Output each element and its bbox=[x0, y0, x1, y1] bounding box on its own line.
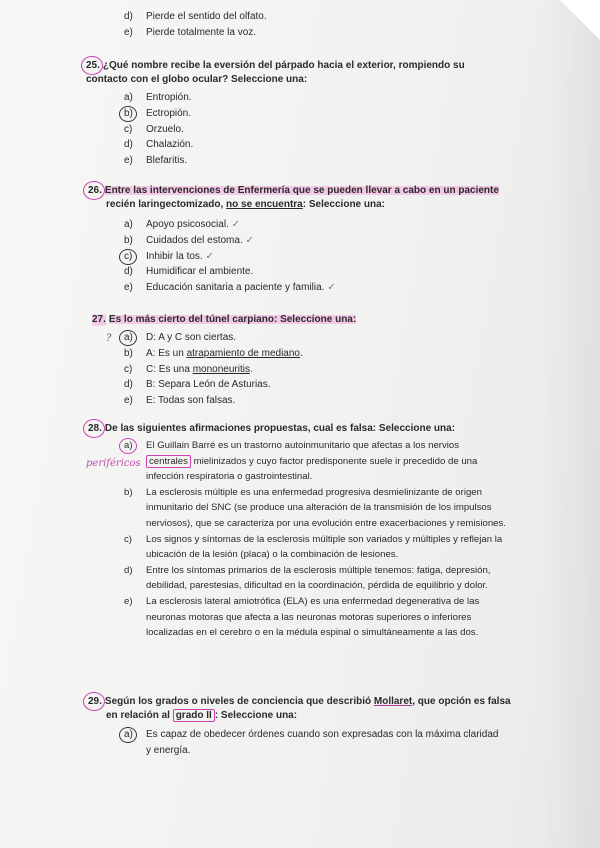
underlined-phrase: no se encuentra bbox=[226, 199, 303, 210]
question-29-options bbox=[124, 727, 506, 759]
option-a: a) Apoyo psicosocial. ✓ bbox=[124, 219, 240, 230]
folded-corner bbox=[560, 0, 600, 40]
question-28: 28. De las siguientes afirmaciones propuestas, cual es falsa: Seleccione una: bbox=[88, 422, 528, 436]
question-26: 26. Entre las intervenciones de Enfermería que se pueden llevar a cabo en un paciente recién laringectomizado, no se encuentra: Seleccione una: bbox=[88, 184, 528, 212]
check-mark: ✓ bbox=[245, 234, 254, 246]
option-e: e) Pierde totalmente la voz. bbox=[124, 26, 257, 38]
option-b: b) La esclerosis múltiple es una enfermedad progresiva desmielinizante de origen inmunitario del SNC (se produce una alteración de la transmisión de los impulsos nerviosos), que se caracteriza por una evolución entre exacerbaciones y remisiones. bbox=[124, 486, 506, 529]
previous-question-options bbox=[124, 9, 267, 41]
option-b: b) Ectropión. bbox=[124, 106, 193, 122]
answer-circle bbox=[119, 249, 137, 265]
pen-circle bbox=[83, 181, 105, 200]
boxed-word: centrales bbox=[146, 455, 191, 468]
option-a: a) D: A y C son ciertas. bbox=[124, 330, 303, 346]
option-a: a) El Guillain Barré es un trastorno autoinmunitario que afectas a los nervios centrales mielinizados y cuyo factor predisponente suele ir precedido de una infección respiratoria o gastrointestinal. bbox=[124, 438, 506, 485]
question-25: 25. ¿Qué nombre recibe la eversión del párpado hacia el exterior, rompiendo su contacto con el globo ocular? Seleccione una: bbox=[86, 59, 526, 87]
option-e: e) Educación sanitaria a paciente y familia. ✓ bbox=[124, 282, 336, 294]
option-a: a) Entropión. bbox=[124, 92, 192, 103]
question-27: 27. Es lo más cierto del túnel carpiano: Seleccione una: bbox=[92, 314, 357, 325]
option-c: c) Orzuelo. bbox=[124, 123, 184, 135]
pen-circle bbox=[83, 419, 105, 438]
option-d: d) Humidificar el ambiente. bbox=[124, 266, 254, 278]
option-a: a) Es capaz de obedecer órdenes cuando son expresadas con la máxima claridad y energía. bbox=[124, 727, 506, 759]
pen-circle bbox=[81, 56, 103, 75]
option-c: c) C: Es una mononeuritis. bbox=[124, 363, 253, 375]
option-e: e) La esclerosis lateral amiotrófica (ELA) es una enfermedad degenerativa de las neuronas motoras que afecta a las neuronas motoras superiores o inferiores localizadas en el cerebro o en la médula espinal o simultáneamente a las dos. bbox=[124, 595, 480, 639]
pen-circle bbox=[83, 692, 105, 711]
answer-circle bbox=[119, 438, 137, 454]
answer-circle bbox=[119, 330, 137, 346]
option-e: e) E: Todas son falsas. bbox=[124, 395, 236, 407]
boxed-grade: grado II bbox=[173, 709, 215, 722]
answer-circle bbox=[119, 727, 137, 743]
option-d: d) Entre los síntomas primarios de la esclerosis múltiple tenemos: fatiga, depresión, debilidad, parestesias, dificultad en la coordinación, pérdida de equilibrio y dolor. bbox=[124, 564, 491, 592]
option-d: d) B: Separa León de Asturias. bbox=[124, 379, 271, 391]
underlined-name: Mollaret bbox=[373, 696, 413, 707]
option-b: b) A: Es un atrapamiento de mediano. bbox=[124, 347, 303, 359]
question-27-options bbox=[124, 330, 303, 409]
question-28-options bbox=[124, 438, 506, 641]
question-29: 29. Según los grados o niveles de conciencia que describió Mollaret, que opción es falsa en relación al grado II : Seleccione una: bbox=[88, 695, 528, 723]
check-mark: ✓ bbox=[327, 282, 336, 294]
option-b: b) Cuidados del estoma. ✓ bbox=[124, 234, 254, 246]
margin-mark: ? bbox=[106, 333, 112, 344]
option-d: d) Chalazión. bbox=[124, 139, 194, 151]
question-26-options bbox=[124, 217, 336, 296]
option-c: c) Inhibir la tos. ✓ bbox=[124, 249, 336, 265]
question-25-options bbox=[124, 90, 193, 169]
check-mark: ✓ bbox=[205, 250, 214, 262]
question-number: 25. bbox=[86, 59, 100, 73]
answer-circle bbox=[119, 106, 137, 122]
option-c: c) Los signos y síntomas de la esclerosis múltiple son variados y múltiples y reflejan la ubicación de la lesión (placa) o la combinación de lesiones. bbox=[124, 533, 503, 561]
handwritten-correction: periféricos bbox=[86, 458, 141, 469]
page-shadow bbox=[540, 0, 600, 848]
check-mark: ✓ bbox=[231, 219, 240, 230]
option-d: d) Pierde el sentido del olfato. bbox=[124, 11, 267, 22]
option-e: e) Blefaritis. bbox=[124, 155, 188, 167]
